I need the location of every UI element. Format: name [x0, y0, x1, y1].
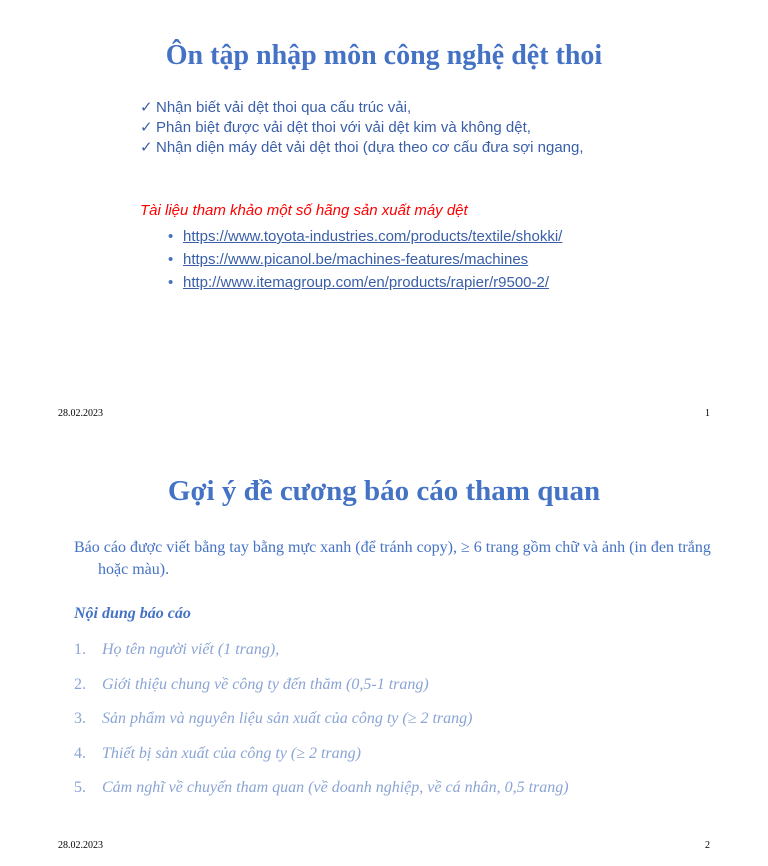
report-outline	[74, 639, 569, 812]
content-heading: Nội dung báo cáo	[74, 605, 191, 622]
list-item: ✓ Nhận diện máy dêt vải dệt thoi (dựa theo cơ cấu đưa sợi ngang,	[140, 139, 584, 156]
bullet-icon: •	[168, 274, 174, 291]
bullet-icon: •	[168, 228, 174, 245]
list-item: 1. Họ tên người viết (1 trang),	[74, 641, 280, 658]
slide-title: Ôn tập nhập môn công nghệ dệt thoi	[165, 40, 603, 71]
list-item: 3. Sản phẩm và nguyên liệu sản xuất của công ty (≥ 2 trang)	[74, 710, 473, 727]
bullet-icon: •	[168, 251, 174, 268]
page-number: 2	[705, 840, 710, 851]
footer-date: 28.02.2023	[58, 408, 103, 419]
picanol-link[interactable]: https://www.picanol.be/machines-features/machines	[183, 251, 529, 268]
page-number: 1	[705, 408, 710, 419]
slide-title: Gợi ý đề cương báo cáo tham quan	[167, 475, 601, 507]
list-item: 4. Thiết bị sản xuất của công ty (≥ 2 trang)	[74, 744, 361, 762]
itema-link[interactable]: http://www.itemagroup.com/en/products/rapier/r9500-2/	[183, 274, 550, 291]
list-item	[168, 274, 658, 292]
checkmark-icon: ✓	[140, 119, 153, 136]
references-heading: Tài liệu tham khảo một số hãng sản xuất máy dệt	[140, 202, 468, 219]
checkmark-icon: ✓	[140, 99, 153, 116]
reference-links	[168, 228, 658, 297]
list-item: ✓ Phân biệt được vải dệt thoi với vải dệt kim và không dệt,	[140, 119, 531, 136]
toyota-link[interactable]: https://www.toyota-industries.com/products/textile/shokki/	[183, 228, 563, 245]
list-item	[168, 228, 658, 246]
checkmark-icon: ✓	[140, 139, 153, 156]
slide-2	[0, 433, 768, 866]
objectives-list	[140, 98, 610, 158]
report-instructions: Báo cáo được viết bằng tay bằng mực xanh (để tránh copy), ≥ 6 trang gồm chữ và ảnh (in đen trắng hoặc màu).	[74, 539, 711, 578]
list-item: ✓ Nhận biết vải dệt thoi qua cấu trúc vải,	[140, 99, 412, 116]
footer-date: 28.02.2023	[58, 840, 103, 851]
list-item	[168, 251, 658, 269]
list-item: 2. Giới thiệu chung về công ty đến thăm (0,5-1 trang)	[74, 675, 429, 693]
list-item: 5. Cảm nghĩ về chuyến tham quan (về doanh nghiệp, về cá nhân, 0,5 trang)	[74, 779, 569, 796]
